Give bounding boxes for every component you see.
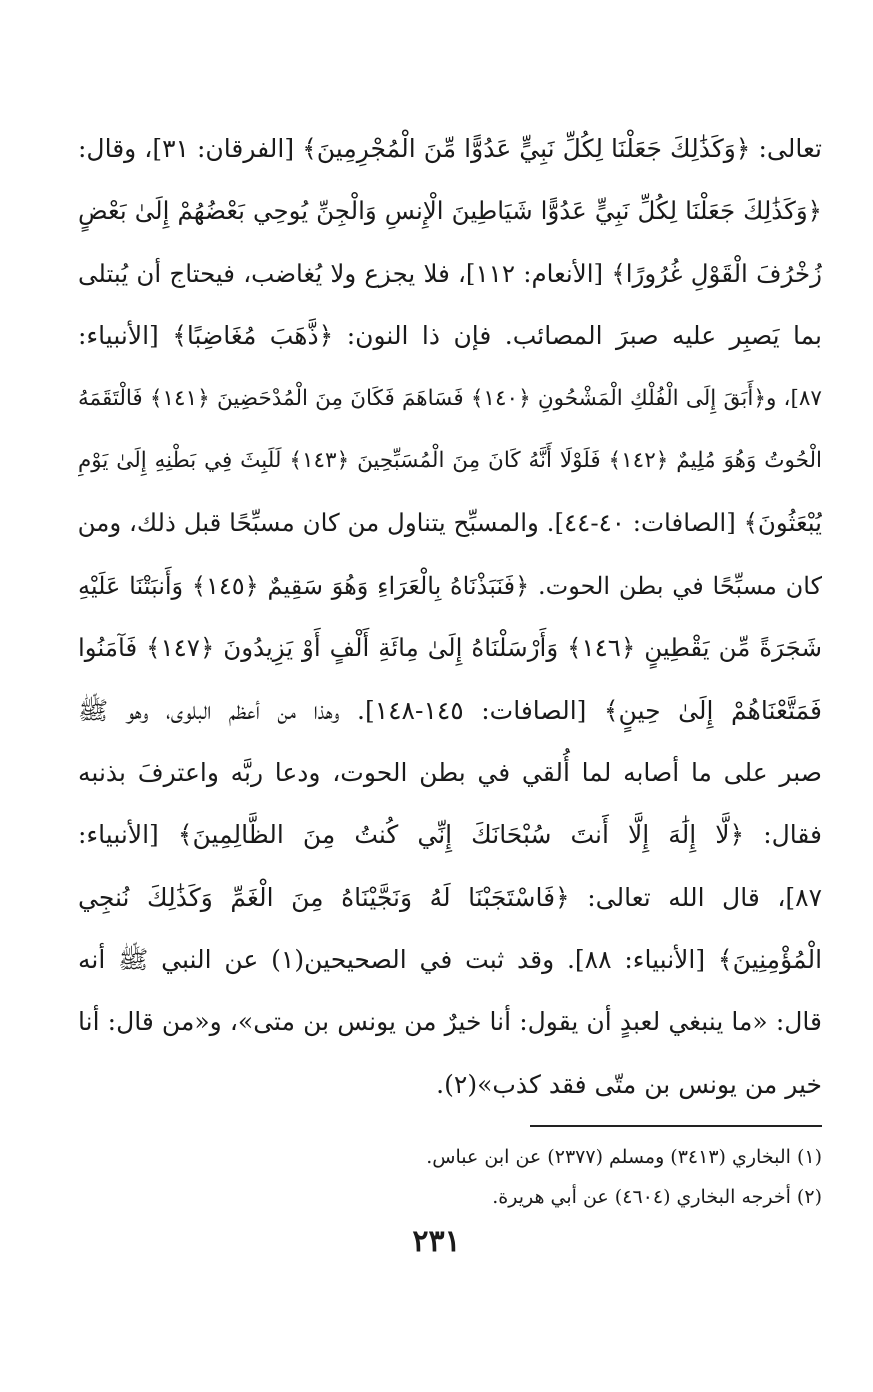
body-line: زُخْرُفَ الْقَوْلِ غُرُورًا﴾ [الأنعام: ١١٢]، فلا يجزع ولا يُغاضب، فيحتاج أن يُبتلى: [78, 258, 822, 288]
body-line: قال: «ما ينبغي لعبدٍ أن يقول: أنا خيرٌ من يونس بن متى»، و«من قال: أنا: [78, 1007, 822, 1037]
body-line: الْمُؤْمِنِينَ﴾ [الأنبياء: ٨٨]. وقد ثبت في الصحيحين(١) عن النبي ﷺ أنه: [78, 945, 822, 975]
page-number: ٢٣١: [412, 1224, 461, 1259]
footnotes: [300, 1137, 822, 1217]
body-line: فقال: ﴿لَّا إِلَٰهَ إِلَّا أَنتَ سُبْحَانَكَ إِنِّي كُنتُ مِنَ الظَّالِمِينَ﴾ [الأنبياء:: [78, 820, 822, 850]
footnote-divider: [530, 1125, 822, 1127]
body-line: كان مسبِّحًا في بطن الحوت. ﴿فَنَبَذْنَاهُ بِالْعَرَاءِ وَهُوَ سَقِيمٌ ﴿١٤٥﴾ وَأَنبَتْنَا عَلَيْهِ: [78, 571, 822, 600]
body-line: ٨٧]، و﴿أَبَقَ إِلَى الْفُلْكِ الْمَشْحُونِ ﴿١٤٠﴾ فَسَاهَمَ فَكَانَ مِنَ الْمُدْحَضِينَ ﴿١٤١﴾ فَالْتَقَمَهُ: [78, 385, 822, 411]
body-line: تعالى: ﴿وَكَذَٰلِكَ جَعَلْنَا لِكُلِّ نَبِيٍّ عَدُوًّا مِّنَ الْمُجْرِمِينَ﴾ [الفرقان: ٣١]، وقال:: [78, 134, 822, 163]
body-line: شَجَرَةً مِّن يَقْطِينٍ ﴿١٤٦﴾ وَأَرْسَلْنَاهُ إِلَىٰ مِائَةِ أَلْفٍ أَوْ يَزِيدُونَ ﴿١٤٧﴾ فَآمَنُوا: [78, 633, 822, 663]
body-line: الْحُوتُ وَهُوَ مُلِيمٌ ﴿١٤٢﴾ فَلَوْلَا أَنَّهُ كَانَ مِنَ الْمُسَبِّحِينَ ﴿١٤٣﴾ لَلَبِثَ فِي بَطْنِهِ إِلَىٰ يَوْمِ: [78, 447, 822, 473]
body-text: [78, 118, 822, 1116]
body-line: صبر على ما أصابه لما أُلقي في بطن الحوت، ودعا ربَّه واعترفَ بذنبه: [78, 757, 822, 787]
footnote: (٢) أخرجه البخاري (٤٦٠٤) عن أبي هريرة.: [492, 1186, 822, 1208]
body-line: فَمَتَّعْنَاهُمْ إِلَىٰ حِينٍ﴾ [الصافات: ١٤٥-١٤٨]. وهذا من أعظم البلوى، وهو ﷺ: [78, 695, 822, 725]
footnote: (١) البخاري (٣٤١٣) ومسلم (٢٣٧٧) عن ابن عباس.: [426, 1146, 822, 1168]
body-line: خير من يونس بن متّى فقد كذب»(٢).: [436, 1069, 822, 1099]
body-line: ٨٧]، قال الله تعالى: ﴿فَاسْتَجَبْنَا لَهُ وَنَجَّيْنَاهُ مِنَ الْغَمِّ وَكَذَٰلِكَ نُنجِي: [78, 882, 822, 912]
body-line: ﴿وَكَذَٰلِكَ جَعَلْنَا لِكُلِّ نَبِيٍّ عَدُوًّا شَيَاطِينَ الْإِنسِ وَالْجِنِّ يُوحِي بَعْضُهُمْ إِلَىٰ بَعْضٍ: [78, 196, 822, 226]
body-line: يُبْعَثُونَ﴾ [الصافات: ٤٠-٤٤]. والمسبِّح يتناول من كان مسبِّحًا قبل ذلك، ومن: [78, 508, 822, 538]
body-line: بما يَصبِر عليه صبرَ المصائب. فإن ذا النون: ﴿ذَّهَبَ مُغَاضِبًا﴾ [الأنبياء:: [78, 321, 822, 351]
